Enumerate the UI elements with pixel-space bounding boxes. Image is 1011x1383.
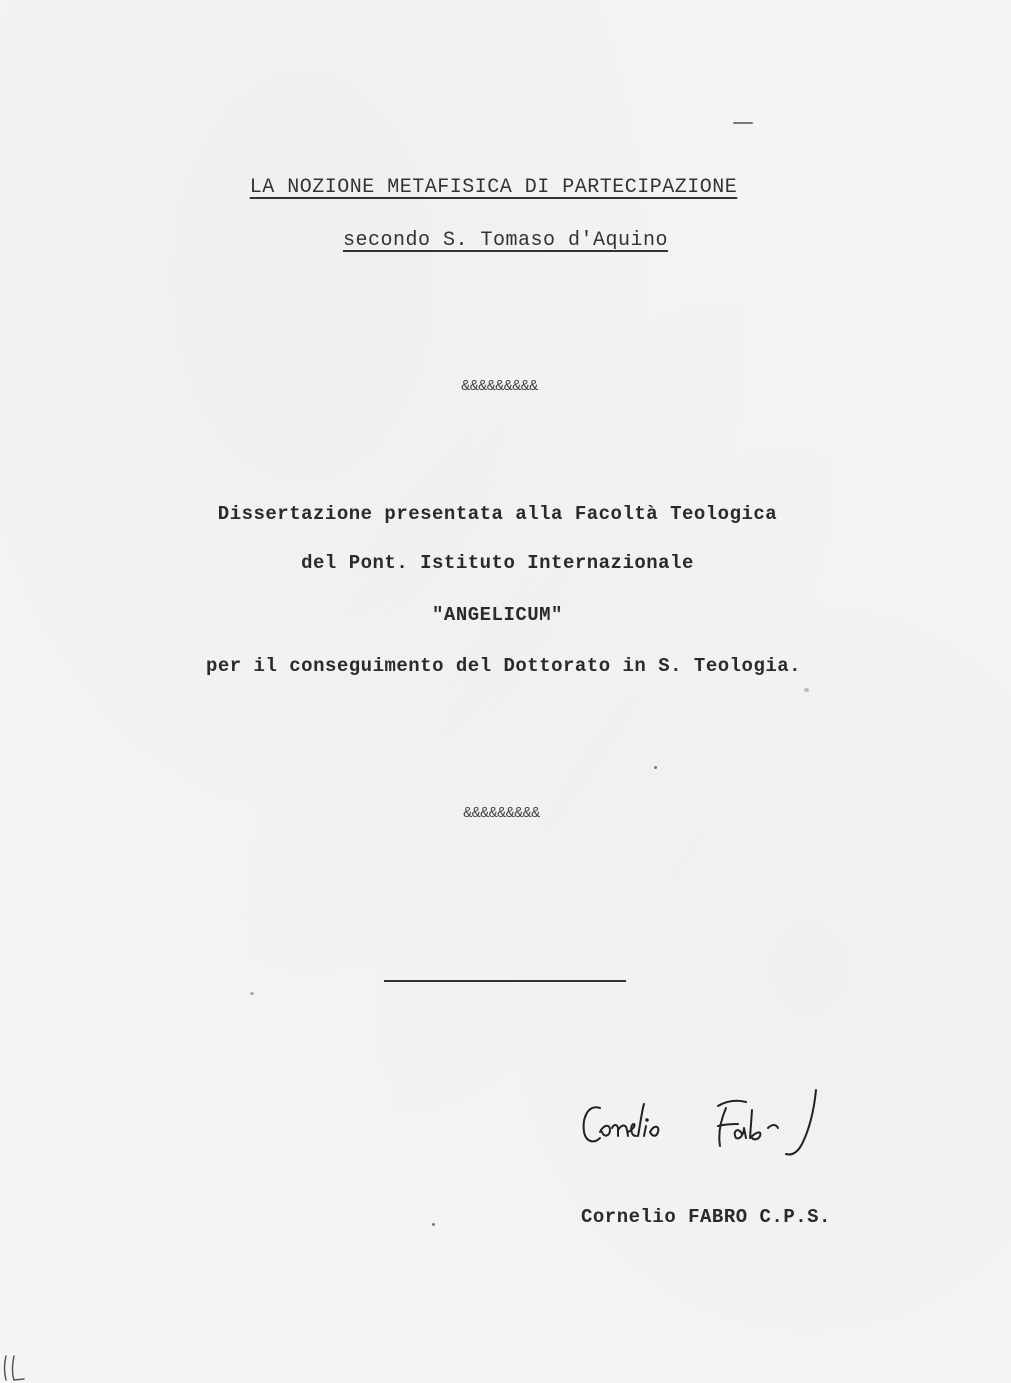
paper-speck (250, 992, 254, 995)
handwritten-signature (570, 1070, 860, 1170)
body-line-2: del Pont. Istituto Internazionale (301, 552, 694, 574)
paper-speck (804, 688, 809, 692)
archive-mark (0, 1352, 30, 1383)
body-line-4: per il conseguimento del Dottorato in S. Teologia. (205, 655, 802, 677)
document-subtitle: secondo S. Tomaso d'Aquino (342, 229, 669, 252)
document-title: LA NOZIONE METAFISICA DI PARTECIPAZIONE (249, 176, 738, 199)
body-line-3: "ANGELICUM" (432, 604, 563, 626)
author-name: Cornelio FABRO C.P.S. (581, 1206, 831, 1228)
paper-speck (432, 1223, 435, 1226)
paper-mark (733, 122, 753, 124)
paper-speck (654, 766, 657, 769)
horizontal-rule (384, 980, 626, 982)
separator-top: &&&&&&&&& (461, 378, 538, 395)
separator-bottom: &&&&&&&&& (463, 805, 540, 822)
body-line-1: Dissertazione presentata alla Facoltà Teologica (217, 503, 778, 525)
